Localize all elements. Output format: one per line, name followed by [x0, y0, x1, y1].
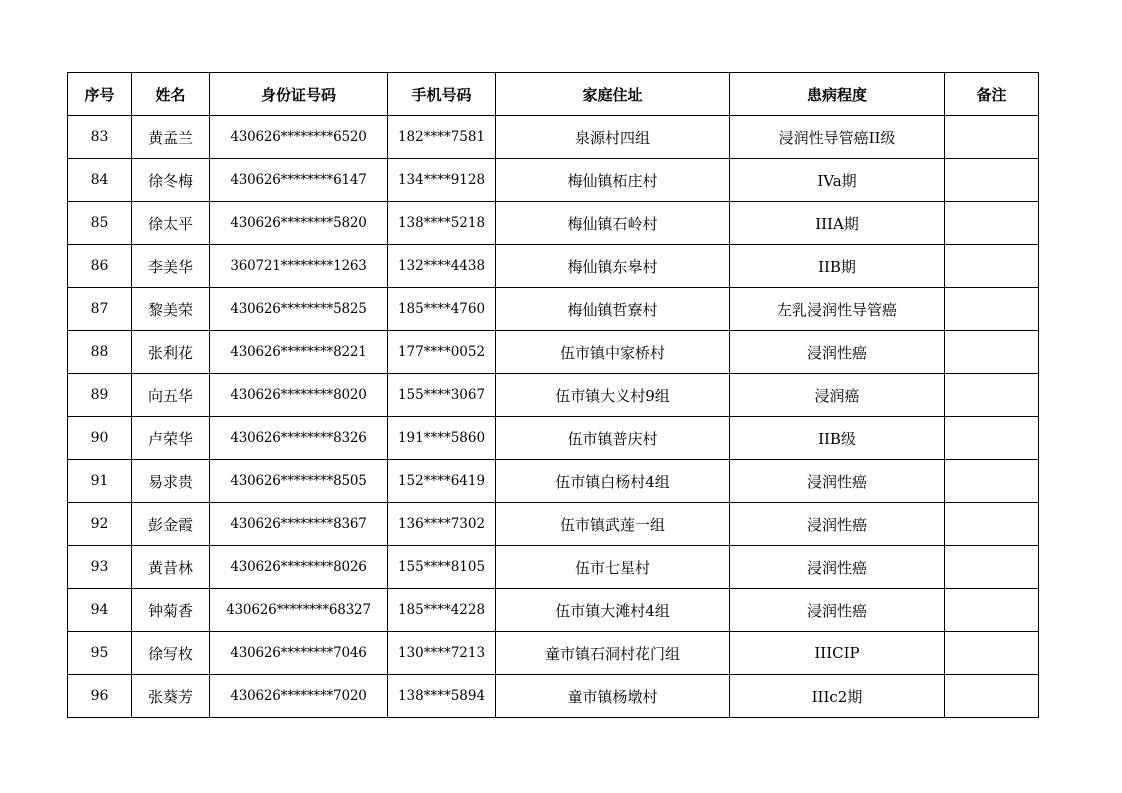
- cell-remark: [945, 417, 1039, 460]
- table-header: [68, 73, 1039, 116]
- cell-diagnosis: 浸润性癌: [730, 546, 945, 589]
- cell-diagnosis: 浸润癌: [730, 374, 945, 417]
- cell-diagnosis: IIICIP: [730, 632, 945, 675]
- cell-address: 梅仙镇东皋村: [496, 245, 730, 288]
- cell-address: 童市镇石洞村花门组: [496, 632, 730, 675]
- cell-seq: 86: [68, 245, 132, 288]
- header-address: 家庭住址: [496, 73, 730, 116]
- table-row: [68, 503, 1039, 546]
- cell-diagnosis: 浸润性癌: [730, 460, 945, 503]
- table-row: [68, 675, 1039, 718]
- cell-name: 李美华: [132, 245, 210, 288]
- cell-phone: 152****6419: [388, 460, 496, 503]
- table-row: [68, 245, 1039, 288]
- cell-address: 伍市镇白杨村4组: [496, 460, 730, 503]
- table-row: [68, 374, 1039, 417]
- header-row: [68, 73, 1039, 116]
- cell-phone: 185****4760: [388, 288, 496, 331]
- cell-seq: 83: [68, 116, 132, 159]
- cell-phone: 185****4228: [388, 589, 496, 632]
- cell-name: 向五华: [132, 374, 210, 417]
- cell-diagnosis: IVa期: [730, 159, 945, 202]
- cell-phone: 191****5860: [388, 417, 496, 460]
- cell-name: 卢荣华: [132, 417, 210, 460]
- cell-name: 徐写枚: [132, 632, 210, 675]
- cell-seq: 95: [68, 632, 132, 675]
- table-row: [68, 460, 1039, 503]
- cell-phone: 136****7302: [388, 503, 496, 546]
- cell-name: 黎美荣: [132, 288, 210, 331]
- cell-remark: [945, 589, 1039, 632]
- cell-name: 张葵芳: [132, 675, 210, 718]
- cell-remark: [945, 116, 1039, 159]
- cell-id-number: 360721********1263: [210, 245, 388, 288]
- cell-phone: 182****7581: [388, 116, 496, 159]
- cell-seq: 96: [68, 675, 132, 718]
- cell-remark: [945, 503, 1039, 546]
- table-row: [68, 589, 1039, 632]
- cell-address: 伍市镇中家桥村: [496, 331, 730, 374]
- cell-diagnosis: 浸润性导管癌II级: [730, 116, 945, 159]
- cell-phone: 138****5218: [388, 202, 496, 245]
- cell-remark: [945, 374, 1039, 417]
- cell-phone: 138****5894: [388, 675, 496, 718]
- table-body: [68, 116, 1039, 718]
- table-row: [68, 417, 1039, 460]
- header-name: 姓名: [132, 73, 210, 116]
- cell-seq: 94: [68, 589, 132, 632]
- cell-diagnosis: 浸润性癌: [730, 331, 945, 374]
- cell-name: 彭金霞: [132, 503, 210, 546]
- cell-remark: [945, 288, 1039, 331]
- cell-remark: [945, 632, 1039, 675]
- cell-diagnosis: IIIA期: [730, 202, 945, 245]
- cell-remark: [945, 202, 1039, 245]
- cell-phone: 132****4438: [388, 245, 496, 288]
- header-id-number: 身份证号码: [210, 73, 388, 116]
- cell-phone: 155****8105: [388, 546, 496, 589]
- cell-seq: 84: [68, 159, 132, 202]
- cell-address: 梅仙镇石岭村: [496, 202, 730, 245]
- cell-id-number: 430626********8367: [210, 503, 388, 546]
- cell-id-number: 430626********5820: [210, 202, 388, 245]
- cell-address: 伍市镇普庆村: [496, 417, 730, 460]
- cell-address: 伍市镇大滩村4组: [496, 589, 730, 632]
- cell-seq: 88: [68, 331, 132, 374]
- cell-id-number: 430626********8326: [210, 417, 388, 460]
- cell-diagnosis: 左乳浸润性导管癌: [730, 288, 945, 331]
- cell-id-number: 430626********8505: [210, 460, 388, 503]
- cell-name: 徐冬梅: [132, 159, 210, 202]
- patient-table: [67, 72, 1039, 718]
- cell-seq: 93: [68, 546, 132, 589]
- cell-seq: 92: [68, 503, 132, 546]
- cell-seq: 90: [68, 417, 132, 460]
- cell-address: 梅仙镇哲寮村: [496, 288, 730, 331]
- header-seq: 序号: [68, 73, 132, 116]
- cell-seq: 85: [68, 202, 132, 245]
- table-row: [68, 546, 1039, 589]
- cell-remark: [945, 159, 1039, 202]
- cell-phone: 177****0052: [388, 331, 496, 374]
- header-remark: 备注: [945, 73, 1039, 116]
- cell-id-number: 430626********6147: [210, 159, 388, 202]
- cell-id-number: 430626********7020: [210, 675, 388, 718]
- cell-remark: [945, 331, 1039, 374]
- cell-diagnosis: IIB级: [730, 417, 945, 460]
- cell-seq: 91: [68, 460, 132, 503]
- table-row: [68, 288, 1039, 331]
- table-row: [68, 331, 1039, 374]
- cell-diagnosis: 浸润性癌: [730, 589, 945, 632]
- cell-name: 徐太平: [132, 202, 210, 245]
- cell-address: 梅仙镇柘庄村: [496, 159, 730, 202]
- table-row: [68, 632, 1039, 675]
- cell-name: 钟菊香: [132, 589, 210, 632]
- cell-remark: [945, 245, 1039, 288]
- cell-address: 童市镇杨墩村: [496, 675, 730, 718]
- cell-name: 易求贵: [132, 460, 210, 503]
- cell-id-number: 430626********6520: [210, 116, 388, 159]
- header-diagnosis: 患病程度: [730, 73, 945, 116]
- cell-diagnosis: IIIc2期: [730, 675, 945, 718]
- cell-id-number: 430626********8026: [210, 546, 388, 589]
- cell-phone: 130****7213: [388, 632, 496, 675]
- cell-id-number: 430626********5825: [210, 288, 388, 331]
- cell-address: 泉源村四组: [496, 116, 730, 159]
- cell-id-number: 430626********68327: [210, 589, 388, 632]
- cell-diagnosis: IIB期: [730, 245, 945, 288]
- cell-name: 黄孟兰: [132, 116, 210, 159]
- cell-remark: [945, 546, 1039, 589]
- cell-name: 张利花: [132, 331, 210, 374]
- cell-diagnosis: 浸润性癌: [730, 503, 945, 546]
- cell-remark: [945, 675, 1039, 718]
- table-row: [68, 202, 1039, 245]
- table-row: [68, 116, 1039, 159]
- cell-id-number: 430626********7046: [210, 632, 388, 675]
- cell-seq: 87: [68, 288, 132, 331]
- cell-address: 伍市七星村: [496, 546, 730, 589]
- cell-id-number: 430626********8221: [210, 331, 388, 374]
- cell-seq: 89: [68, 374, 132, 417]
- cell-name: 黄昔林: [132, 546, 210, 589]
- header-phone: 手机号码: [388, 73, 496, 116]
- table-row: [68, 159, 1039, 202]
- cell-address: 伍市镇武莲一组: [496, 503, 730, 546]
- cell-address: 伍市镇大义村9组: [496, 374, 730, 417]
- cell-phone: 155****3067: [388, 374, 496, 417]
- cell-id-number: 430626********8020: [210, 374, 388, 417]
- cell-phone: 134****9128: [388, 159, 496, 202]
- cell-remark: [945, 460, 1039, 503]
